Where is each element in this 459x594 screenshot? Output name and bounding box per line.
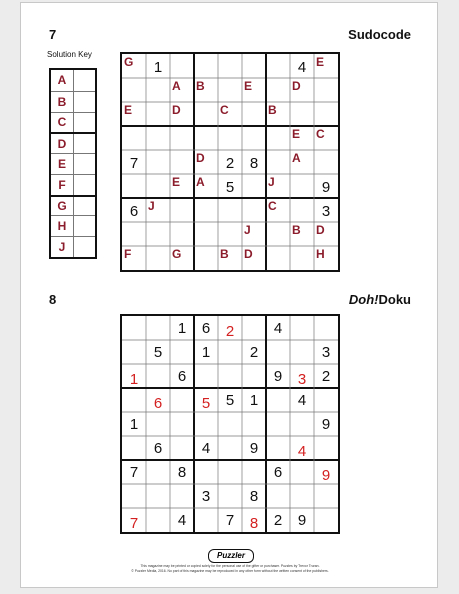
dohdoku-digit: 4 — [273, 319, 283, 337]
dohdoku-red-digit: 6 — [153, 395, 163, 412]
key-answer-cell[interactable] — [73, 197, 95, 216]
key-row — [51, 174, 95, 195]
dohdoku-digit: 3 — [321, 343, 331, 361]
dohdoku-digit: 9 — [249, 439, 259, 457]
puzzle-8-title-italic: Doh! — [348, 292, 379, 307]
dohdoku-digit: 6 — [153, 439, 163, 457]
dohdoku-digit: 3 — [201, 487, 211, 505]
key-row — [51, 215, 95, 236]
dohdoku-digit: 2 — [321, 367, 331, 385]
key-row — [51, 195, 95, 216]
sudocode-cell: G — [172, 247, 182, 261]
key-answer-cell[interactable] — [73, 154, 95, 174]
key-row — [51, 132, 95, 153]
dohdoku-digit: 1 — [201, 343, 211, 361]
sudocode-cell: J — [148, 199, 155, 213]
dohdoku-digit: 6 — [201, 319, 211, 337]
sudocode-cell: 4 — [297, 59, 307, 76]
dohdoku-red-digit: 9 — [321, 467, 331, 484]
dohdoku-red-digit: 1 — [129, 371, 139, 388]
sudocode-grid — [120, 52, 340, 272]
key-answer-cell[interactable] — [73, 134, 95, 153]
sudocode-cell: B — [292, 223, 301, 237]
solution-key-label: Solution Key — [47, 50, 92, 59]
sudocode-cell: 8 — [249, 155, 259, 172]
dohdoku-red-digit: 3 — [297, 371, 307, 388]
sudocode-cell: F — [124, 247, 132, 261]
dohdoku-digit: 5 — [153, 343, 163, 361]
key-letter: D — [57, 136, 67, 151]
dohdoku-digit: 1 — [177, 319, 187, 337]
key-answer-cell[interactable] — [73, 113, 95, 133]
sudocode-cell: J — [268, 175, 275, 189]
dohdoku-digit: 9 — [273, 367, 283, 385]
puzzle-7-title: Sudocode — [348, 27, 411, 42]
sudocode-cell: C — [268, 199, 277, 213]
dohdoku-digit: 5 — [225, 391, 235, 409]
sudocode-cell: 5 — [225, 179, 235, 196]
key-letter: F — [58, 177, 66, 192]
puzzle-8-title — [349, 292, 411, 307]
sudocode-cell: 9 — [321, 179, 331, 196]
sudocode-cell: A — [172, 79, 181, 93]
dohdoku-digit: 1 — [249, 391, 259, 409]
sudocode-cell: E — [124, 103, 133, 117]
dohdoku-digit: 4 — [297, 391, 307, 409]
sudocode-cell: C — [316, 127, 325, 141]
sudocode-cell: E — [316, 55, 325, 69]
dohdoku-red-digit: 7 — [129, 515, 139, 532]
sudocode-cell: B — [268, 103, 277, 117]
dohdoku-digit: 6 — [177, 367, 187, 385]
sudocode-cell: D — [292, 79, 301, 93]
solution-key-table — [49, 68, 97, 259]
sudocode-cell: D — [244, 247, 253, 261]
sudocode-cell: 7 — [129, 155, 139, 172]
dohdoku-digit: 2 — [273, 511, 283, 529]
dohdoku-digit: 9 — [321, 415, 331, 433]
dohdoku-digit: 2 — [249, 343, 259, 361]
key-row — [51, 70, 95, 91]
sudocode-cell: C — [220, 103, 229, 117]
sudocode-cell: 6 — [129, 203, 139, 220]
key-letter: H — [57, 219, 67, 234]
dohdoku-digit: 8 — [249, 487, 259, 505]
sudocode-cell: 3 — [321, 203, 331, 220]
sudocode-cell: 1 — [153, 59, 163, 76]
dohdoku-digit: 9 — [297, 511, 307, 529]
sudocode-cell: 2 — [225, 155, 235, 172]
key-letter: J — [58, 240, 66, 255]
sudocode-cell: B — [220, 247, 229, 261]
key-letter: B — [57, 94, 67, 109]
sudocode-cell: D — [316, 223, 325, 237]
dohdoku-digit: 4 — [201, 439, 211, 457]
dohdoku-digit: 7 — [225, 511, 235, 529]
key-answer-cell[interactable] — [73, 92, 95, 112]
sudocode-cell: D — [196, 151, 205, 165]
sudocode-cell: H — [316, 247, 325, 261]
key-letter: E — [57, 156, 66, 171]
key-answer-cell[interactable] — [73, 216, 95, 236]
dohdoku-grid — [120, 314, 340, 534]
footer-line-1: This magazine may be printed or copied solely for the personal use of the gifter or purchaser. Puzzles by Trevor Truran. — [140, 564, 320, 568]
puzzle-page — [20, 2, 438, 588]
sudocode-cell: B — [196, 79, 205, 93]
key-letter: A — [57, 73, 67, 88]
dohdoku-digit: 1 — [129, 415, 139, 433]
sudocode-cell: G — [124, 55, 134, 69]
dohdoku-digit: 8 — [177, 463, 187, 481]
key-answer-cell[interactable] — [73, 237, 95, 257]
key-row — [51, 236, 95, 257]
sudocode-cell: E — [244, 79, 253, 93]
key-answer-cell[interactable] — [73, 175, 95, 195]
sudocode-cell: A — [196, 175, 205, 189]
footer-line-2: © Puzzler Media, 2016. No part of this magazine may be reproduced in any other form without the written consent of the publishers. — [131, 569, 329, 573]
dohdoku-digit: 7 — [129, 463, 139, 481]
sudocode-cell: A — [292, 151, 301, 165]
dohdoku-red-digit: 5 — [201, 395, 211, 412]
dohdoku-red-digit: 2 — [225, 323, 235, 340]
sudocode-cell: E — [172, 175, 181, 189]
key-answer-cell[interactable] — [73, 70, 95, 91]
puzzle-8-title-rest: Doku — [378, 292, 411, 307]
sudocode-cell: J — [244, 223, 251, 237]
sudocode-cell: D — [172, 103, 181, 117]
key-row — [51, 112, 95, 133]
puzzler-logo: Puzzler — [208, 549, 254, 563]
sudocode-cell: E — [292, 127, 301, 141]
dohdoku-digit: 4 — [177, 511, 187, 529]
dohdoku-red-digit: 8 — [249, 515, 259, 532]
dohdoku-digit: 6 — [273, 463, 283, 481]
dohdoku-red-digit: 4 — [297, 443, 307, 460]
key-letter: C — [57, 115, 67, 130]
key-row — [51, 153, 95, 174]
key-letter: G — [57, 199, 67, 214]
key-row — [51, 91, 95, 112]
puzzle-7-number: 7 — [49, 27, 57, 42]
puzzle-8-number: 8 — [49, 292, 57, 307]
